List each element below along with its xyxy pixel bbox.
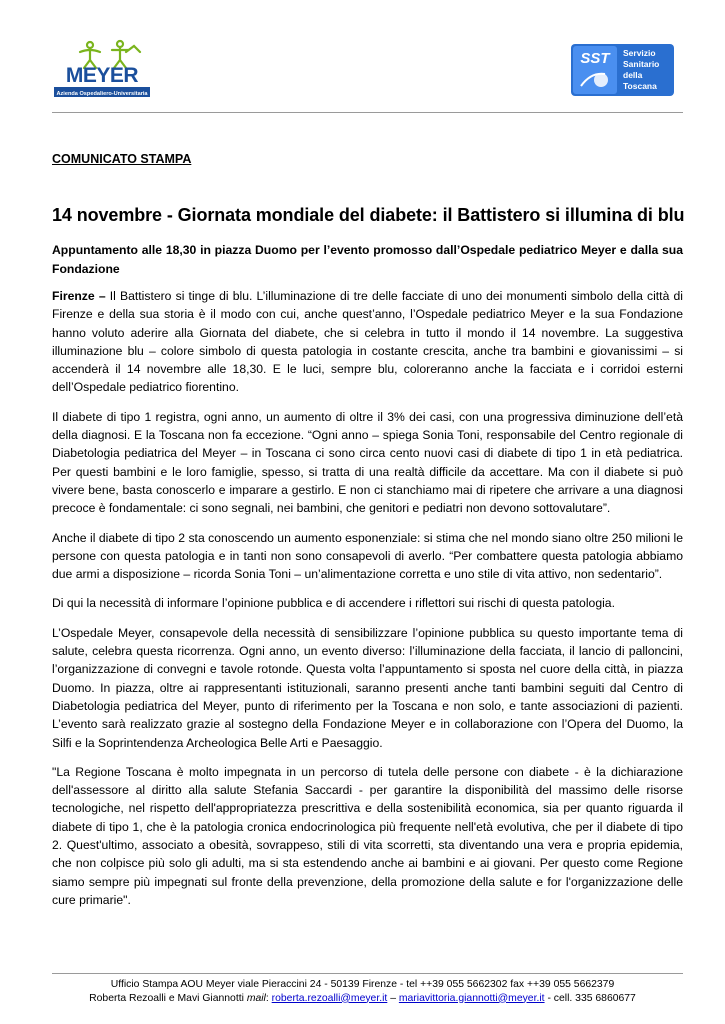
- paragraph-6: "La Regione Toscana è molto impegnata in un percorso di tutela delle persone con diabete - è la dichiarazione dell'assessore al diritto alla salute Stefania Saccardi - per garantire la disponibilità del massimo delle risorse tecnologiche, nel rispetto dell'appropriatezza prescrittiva e della sostenibilità economica, sia per quanto riguarda il diabete di tipo 1, che è la patologia cronica endocrinologica più frequente nell'età evolutiva, che per il diabete di tipo 2. Quest'ultimo, associato a obesità, sovrappeso, stili di vita scorretti, sta diventando una vera e propria epidemia, che non colpisce più solo gli adulti, ma si sta estendendo anche ai bambini e ai giovani. Per questo come Regione siamo sempre più impegnati sul fronte della prevenzione, della promozione della salute e for l'organizzazione delle cure primarie".: [52, 764, 683, 907]
- footer-cell: - cell. 335 6860677: [544, 992, 636, 1004]
- sst-logo-line3: della: [623, 70, 643, 80]
- sst-logo-line2: Sanitario: [623, 59, 660, 69]
- footer: [0, 978, 725, 1005]
- footer-divider: [52, 973, 683, 974]
- paragraph-4: Di qui la necessità di informare l’opinione pubblica e di accendere i riflettori sui rischi di questa patologia.: [52, 596, 615, 611]
- article-body: [52, 287, 683, 909]
- page-title: 14 novembre - Giornata mondiale del diabete: il Battistero si illumina di blu: [52, 205, 685, 225]
- footer-mail-label: mail: [246, 992, 266, 1004]
- paragraph-1-text: Il Battistero si tinge di blu. L’illuminazione di tre delle facciate di uno dei monumenti simbolo della città di Firenze e della sua storia è il modo con cui, anche quest’anno, l’Ospedale pediatrico Meyer e la sua Fondazione hanno voluto aderire alla Giornata del diabete, che si celebra in tutto il mondo il 14 novembre. La suggestiva illuminazione blu – colore simbolo di questa patologia in costante crescita, anche tra bambini e giovanissimi – si accenderà il 14 novembre alle 18,30. E le luci, sempre blu, coloreranno anche la facciata e i corridoi esterni dell’Ospedale pediatrico fiorentino.: [52, 289, 683, 395]
- document-label: COMUNICATO STAMPA: [52, 152, 192, 166]
- footer-separator: –: [387, 992, 399, 1004]
- paragraph-3: Anche il diabete di tipo 2 sta conoscendo un aumento esponenziale: si stima che nel mondo siano oltre 250 milioni le persone con questa patologia e in tanti non sono consapevoli di averlo. “Per combattere questa patologia abbiamo due armi a disposizione – ricorda Sonia Toni – un’alimentazione corretta e uno stile di vita attivo, non sedentario”.: [52, 530, 683, 582]
- email-link-rezoalli[interactable]: roberta.rezoalli@meyer.it: [271, 992, 388, 1004]
- meyer-logo: [50, 38, 154, 102]
- dateline: Firenze –: [52, 289, 106, 303]
- sst-logo: [571, 44, 674, 96]
- paragraph-5: L’Ospedale Meyer, consapevole della necessità di sensibilizzare l’opinione pubblica su questo importante tema di salute, celebra questa ricorrenza. Ogni anno, un evento diverso: l’illuminazione della facciata, il lancio di palloncini, l’organizzazione di convegni e tavole rotonde. Questa volta l’appuntamento si sposta nel cuore della città, in piazza Duomo. In piazza, oltre ai rappresentanti istituzionali, saranno presenti anche tanti bambini seguiti dal Centro di Diabetologia pediatrica del Meyer, punto di riferimento per la Toscana e non solo, e tante associazioni di pazienti. L’evento sarà realizzato grazie al sostegno della Fondazione Meyer e in collaborazione con l’Opera del Duomo, la Silfi e la Soprintendenza Archeologica Belle Arti e Paesaggio.: [52, 625, 683, 750]
- subtitle: Appuntamento alle 18,30 in piazza Duomo per l’evento promosso dall’Ospedale pediatrico Meyer e dalla sua Fondazione: [52, 243, 683, 276]
- sst-logo-abbr: SST: [580, 50, 610, 67]
- meyer-logo-wordmark: MEYER: [65, 64, 139, 87]
- meyer-logo-tagline: Azienda Ospedaliero-Universitaria: [56, 91, 148, 97]
- paragraph-1: [52, 287, 683, 397]
- sst-logo-line1: Servizio: [623, 48, 656, 58]
- footer-contacts-line: [0, 992, 725, 1006]
- header-divider: [52, 112, 683, 113]
- paragraph-2: Il diabete di tipo 1 registra, ogni anno, un aumento di oltre il 3% dei casi, con una progressiva diminuzione dell’età della diagnosi. E la Toscana non fa eccezione. “Ogni anno – spiega Sonia Toni, responsabile del Centro regionale di Diabetologia pediatrica del Meyer – in Toscana ci sono circa cento nuovi casi di diabete di tipo 1 in età pediatrica. Per questi bambini e le loro famiglie, spesso, si tratta di una realtà difficile da accettare. Ma con il diabete si può vivere bene, basta conoscerlo e imparare a gestirlo. E non ci stanchiamo mai di ripetere che arrivare a una diagnosi precoce è fondamentale: ci sono segnali, nei bambini, che genitori e pediatri non devono sottovalutare”.: [52, 409, 683, 516]
- footer-office-line: Ufficio Stampa AOU Meyer viale Pieraccini 24 - 50139 Firenze - tel ++39 055 5662302 fax ++39 055 5662379: [110, 979, 615, 990]
- footer-contacts: Roberta Rezoalli e Mavi Giannotti: [89, 992, 247, 1004]
- footer-mail-colon: :: [265, 992, 272, 1004]
- email-link-giannotti[interactable]: mariavittoria.giannotti@meyer.it: [398, 992, 545, 1004]
- sst-logo-line4: Toscana: [623, 81, 657, 91]
